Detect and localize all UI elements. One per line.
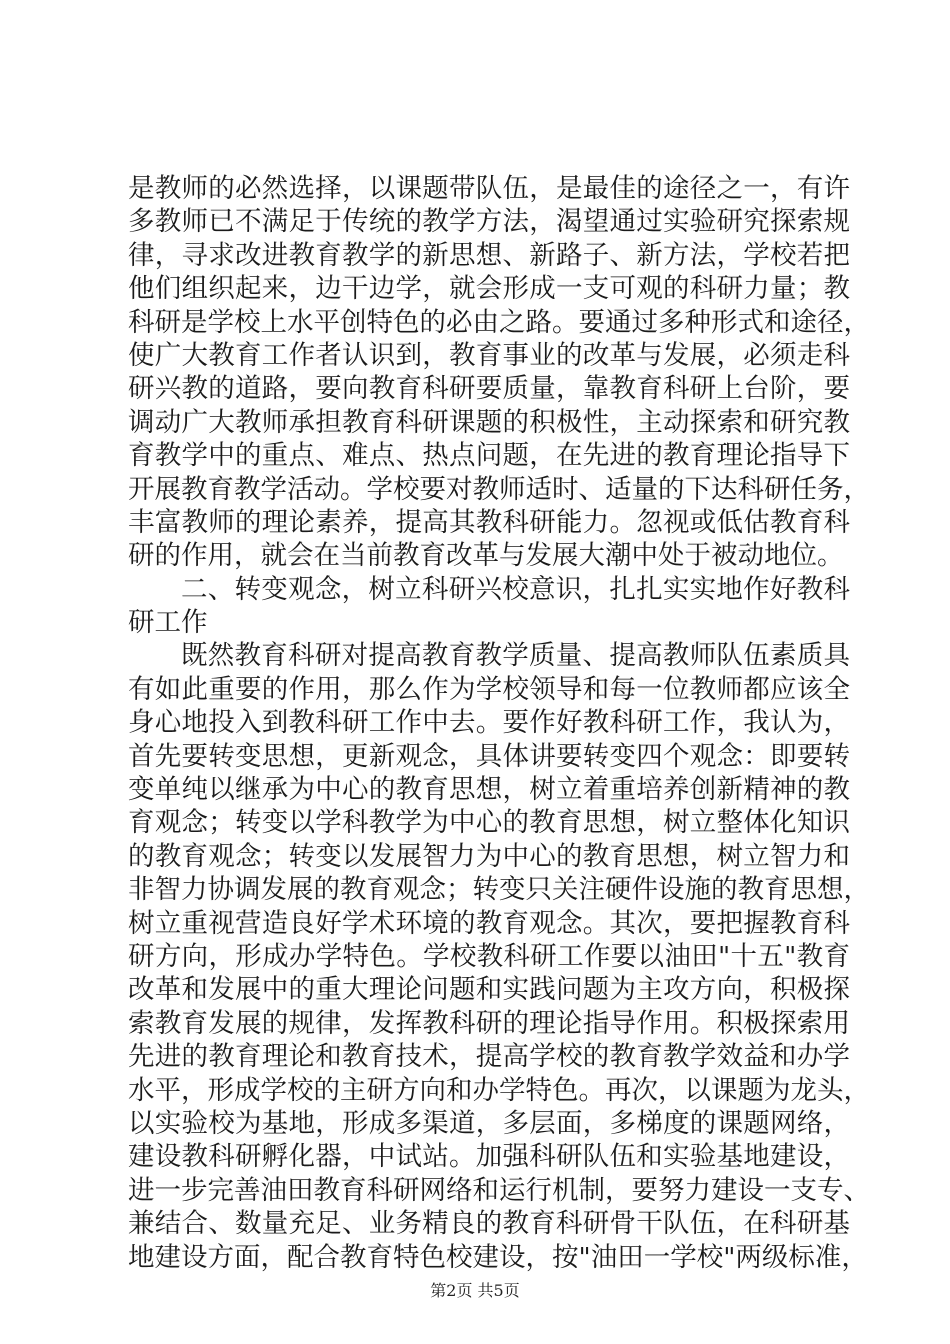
- text-line: 先进的教育理论和教育技术，提高学校的教育教学效益和办学: [128, 1041, 850, 1073]
- document-body: [128, 172, 870, 1274]
- text-line: 开展教育教学活动。学校要对教师适时、适量的下达科研任务，: [128, 473, 870, 505]
- text-line: 建设教科研孵化器，中试站。加强科研队伍和实验基地建设，: [128, 1141, 850, 1173]
- paragraph-2: [128, 639, 870, 1273]
- text-line: 以实验校为基地，形成多渠道，多层面，多梯度的课题网络，: [128, 1107, 850, 1139]
- heading-line: 二、转变观念，树立科研兴校意识，扎扎实实地作好教科: [181, 573, 850, 605]
- text-line: 非智力协调发展的教育观念；转变只关注硬件设施的教育思想，: [128, 874, 870, 906]
- text-line: 的教育观念；转变以发展智力为中心的教育思想，树立智力和: [128, 840, 850, 872]
- text-line: 改革和发展中的重大理论问题和实践问题为主攻方向，积极探: [128, 974, 850, 1006]
- text-line: 地建设方面，配合教育特色校建设，按"油田一学校"两级标准，: [128, 1241, 868, 1273]
- text-line: 身心地投入到教科研工作中去。要作好教科研工作，我认为，: [128, 707, 850, 739]
- text-line: 进一步完善油田教育科研网络和运行机制，要努力建设一支专、: [128, 1174, 870, 1206]
- section-heading-2: [128, 573, 850, 640]
- text-line: 既然教育科研对提高教育教学质量、提高教师队伍素质具: [181, 640, 850, 672]
- text-line: 索教育发展的规律，发挥教科研的理论指导作用。积极探索用: [128, 1007, 850, 1039]
- text-line: 丰富教师的理论素养，提高其教科研能力。忽视或低估教育科: [128, 506, 850, 538]
- text-line: 育教学中的重点、难点、热点问题，在先进的教育理论指导下: [128, 440, 850, 472]
- text-line: 他们组织起来，边干边学，就会形成一支可观的科研力量；教: [128, 273, 850, 305]
- text-line: 研兴教的道路，要向教育科研要质量，靠教育科研上台阶，要: [128, 373, 850, 405]
- text-line: 变单纯以继承为中心的教育思想，树立着重培养创新精神的教: [128, 774, 850, 806]
- text-line: 首先要转变思想，更新观念，具体讲要转变四个观念：即要转: [128, 740, 850, 772]
- text-line: 有如此重要的作用，那么作为学校领导和每一位教师都应该全: [128, 673, 850, 705]
- heading-line: 研工作: [128, 607, 208, 639]
- text-line: 树立重视营造良好学术环境的教育观念。其次，要把握教育科: [128, 907, 850, 939]
- text-line: 调动广大教师承担教育科研课题的积极性，主动探索和研究教: [128, 406, 850, 438]
- text-line: 水平，形成学校的主研方向和办学特色。再次，以课题为龙头，: [128, 1074, 870, 1106]
- page-number: 第2页 共5页: [430, 1281, 520, 1300]
- text-line: 兼结合、数量充足、业务精良的教育科研骨干队伍，在科研基: [128, 1208, 850, 1240]
- paragraph-1-continued: [128, 172, 870, 573]
- text-line: 研方向，形成办学特色。学校教科研工作要以油田"十五"教育: [128, 940, 850, 972]
- text-line: 律，寻求改进教育教学的新思想、新路子、新方法，学校若把: [128, 239, 850, 271]
- text-line: 育观念；转变以学科教学为中心的教育思想，树立整体化知识: [128, 807, 850, 839]
- text-line: 多教师已不满足于传统的教学方法，渴望通过实验研究探索规: [128, 206, 850, 238]
- text-line: 科研是学校上水平创特色的必由之路。要通过多种形式和途径，: [128, 306, 870, 338]
- text-line: 研的作用，就会在当前教育改革与发展大潮中处于被动地位。: [128, 540, 844, 572]
- text-line: 是教师的必然选择，以课题带队伍，是最佳的途径之一，有许: [128, 173, 850, 204]
- text-line: 使广大教育工作者认识到，教育事业的改革与发展，必须走科: [128, 339, 850, 371]
